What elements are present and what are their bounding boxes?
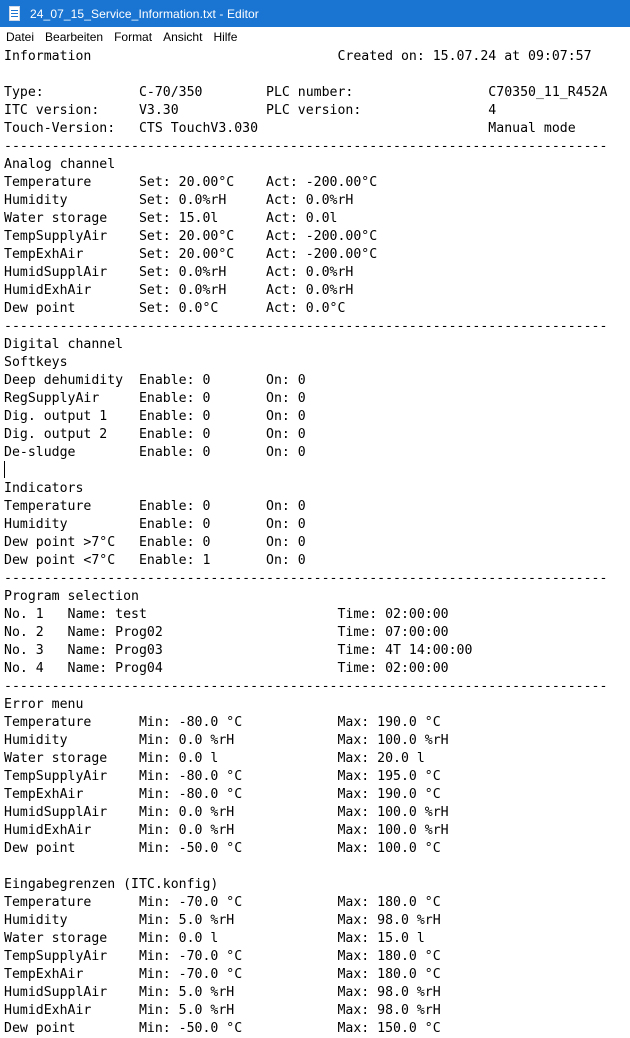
text-line: TempSupplyAir Min: -80.0 °C Max: 195.0 °C <box>4 769 441 784</box>
text-line: Dew point Set: 0.0°C Act: 0.0°C <box>4 301 346 316</box>
text-line: HumidSupplAir Min: 5.0 %rH Max: 98.0 %rH <box>4 985 441 1000</box>
text-line: No. 2 Name: Prog02 Time: 07:00:00 <box>4 625 449 640</box>
text-line: Dig. output 2 Enable: 0 On: 0 <box>4 427 306 442</box>
window-title: 24_07_15_Service_Information.txt - Editor <box>30 6 259 21</box>
text-line: No. 4 Name: Prog04 Time: 02:00:00 <box>4 661 449 676</box>
text-line: Softkeys <box>4 355 68 370</box>
text-line: HumidSupplAir Set: 0.0%rH Act: 0.0%rH <box>4 265 354 280</box>
text-line: TempSupplyAir Set: 20.00°C Act: -200.00°C <box>4 229 378 244</box>
text-line: Analog channel <box>4 157 116 172</box>
text-line: HumidSupplAir Min: 0.0 %rH Max: 100.0 %rH <box>4 805 449 820</box>
text-line: Dew point >7°C Enable: 0 On: 0 <box>4 535 306 550</box>
text-line: HumidExhAir Set: 0.0%rH Act: 0.0%rH <box>4 283 354 298</box>
text-line: Temperature Min: -80.0 °C Max: 190.0 °C <box>4 715 441 730</box>
text-line: RegSupplyAir Enable: 0 On: 0 <box>4 391 306 406</box>
text-line: Information Created on: 15.07.24 at 09:07:57 <box>4 49 592 64</box>
text-line: Water storage Min: 0.0 l Max: 15.0 l <box>4 931 425 946</box>
text-line: Temperature Set: 20.00°C Act: -200.00°C <box>4 175 378 190</box>
text-line: Temperature Min: -70.0 °C Max: 180.0 °C <box>4 895 441 910</box>
text-line: Humidity Min: 5.0 %rH Max: 98.0 %rH <box>4 913 441 928</box>
text-line: ---------------------------------------------------------------------------- <box>4 139 608 154</box>
menu-datei[interactable]: Datei <box>6 30 35 44</box>
text-line: Touch-Version: CTS TouchV3.030 Manual mode <box>4 121 576 136</box>
text-line: TempExhAir Min: -80.0 °C Max: 190.0 °C <box>4 787 441 802</box>
text-line: ITC version: V3.30 PLC version: 4 <box>4 103 497 118</box>
menu-hilfe[interactable]: Hilfe <box>213 30 238 44</box>
text-line: Type: C-70/350 PLC number: C70350_11_R452A <box>4 85 608 100</box>
text-line: Humidity Min: 0.0 %rH Max: 100.0 %rH <box>4 733 449 748</box>
text-line: ---------------------------------------------------------------------------- <box>4 571 608 586</box>
text-line: TempExhAir Min: -70.0 °C Max: 180.0 °C <box>4 967 441 982</box>
text-line: De-sludge Enable: 0 On: 0 <box>4 445 306 460</box>
text-line: Humidity Enable: 0 On: 0 <box>4 517 306 532</box>
text-line: TempSupplyAir Min: -70.0 °C Max: 180.0 °C <box>4 949 441 964</box>
text-line: ---------------------------------------------------------------------------- <box>4 319 608 334</box>
text-line: Dig. output 1 Enable: 0 On: 0 <box>4 409 306 424</box>
text-line: Dew point <7°C Enable: 1 On: 0 <box>4 553 306 568</box>
text-line: TempExhAir Set: 20.00°C Act: -200.00°C <box>4 247 378 262</box>
text-line: No. 3 Name: Prog03 Time: 4T 14:00:00 <box>4 643 473 658</box>
text-line: Deep dehumidity Enable: 0 On: 0 <box>4 373 306 388</box>
notepad-icon <box>8 6 22 22</box>
title-bar[interactable] <box>0 0 630 27</box>
menu-bearbeiten[interactable]: Bearbeiten <box>45 30 104 44</box>
text-editor-area[interactable] <box>0 47 630 1038</box>
text-line: Eingabegrenzen (ITC.konfig) <box>4 877 219 892</box>
text-line: ---------------------------------------------------------------------------- <box>4 679 608 694</box>
text-line: Error menu <box>4 697 84 712</box>
text-line: Program selection <box>4 589 139 604</box>
text-line: Humidity Set: 0.0%rH Act: 0.0%rH <box>4 193 354 208</box>
text-line: No. 1 Name: test Time: 02:00:00 <box>4 607 449 622</box>
text-line: HumidExhAir Min: 5.0 %rH Max: 98.0 %rH <box>4 1003 441 1018</box>
menu-format[interactable]: Format <box>114 30 153 44</box>
text-line: Water storage Set: 15.0l Act: 0.0l <box>4 211 338 226</box>
text-caret <box>4 461 5 478</box>
text-line: Dew point Min: -50.0 °C Max: 100.0 °C <box>4 841 441 856</box>
menu-ansicht[interactable]: Ansicht <box>163 30 203 44</box>
text-line: Water storage Min: 0.0 l Max: 20.0 l <box>4 751 425 766</box>
text-line: Temperature Enable: 0 On: 0 <box>4 499 306 514</box>
menu-bar <box>0 27 630 48</box>
text-line: HumidExhAir Min: 0.0 %rH Max: 100.0 %rH <box>4 823 449 838</box>
text-line: Indicators <box>4 481 84 496</box>
text-line: Digital channel <box>4 337 124 352</box>
document-text[interactable] <box>4 48 607 1038</box>
text-line: Dew point Min: -50.0 °C Max: 150.0 °C <box>4 1021 441 1036</box>
